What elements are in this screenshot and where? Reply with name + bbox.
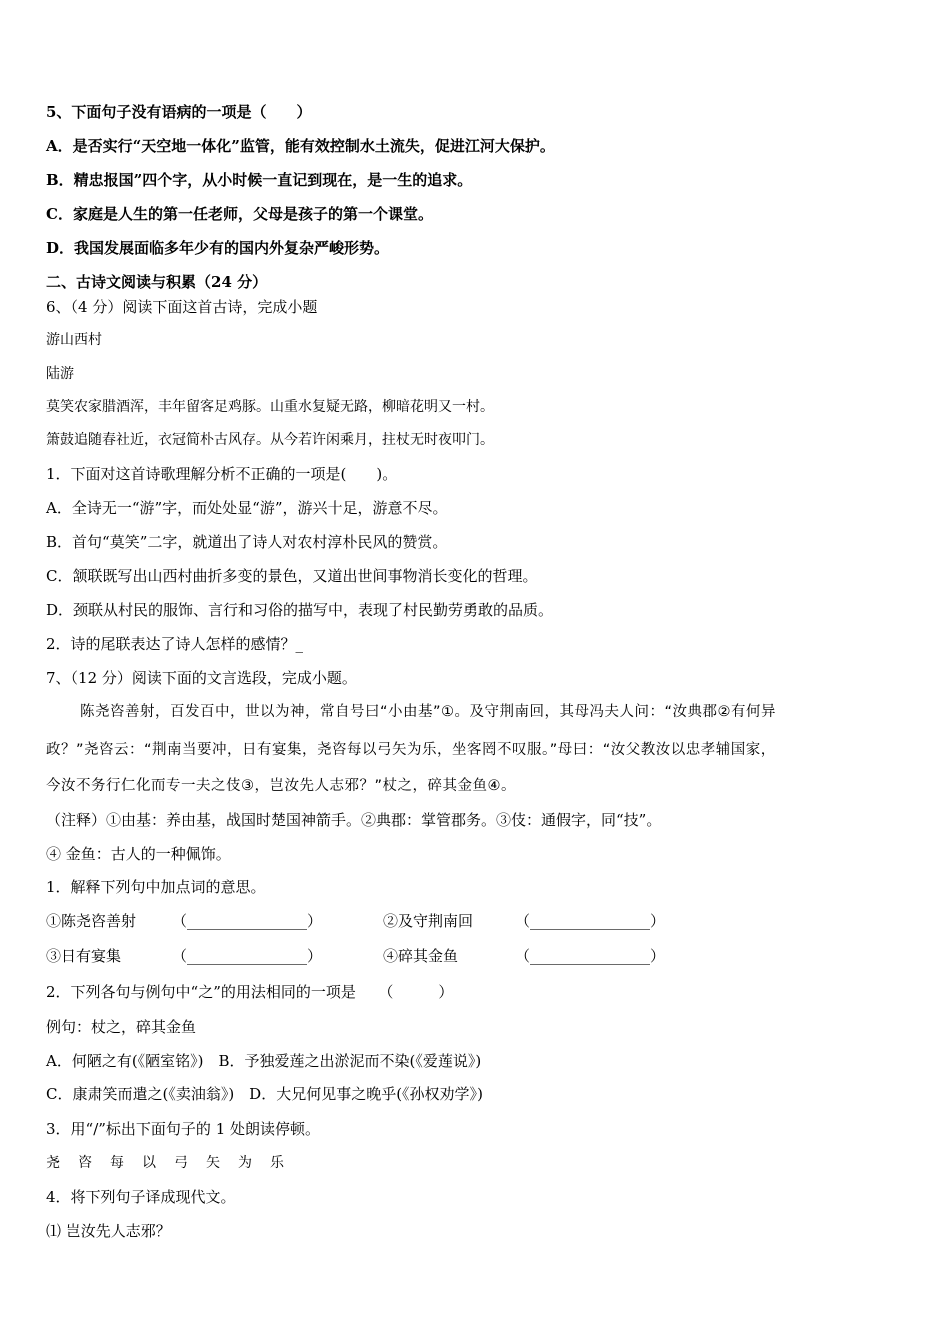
q7-sub2-options: A．何陋之有(《陋室铭》) B．予独爱莲之出淤泥而不染(《爱莲说》)	[46, 1052, 482, 1070]
q6-sub1-option-d: D．颈联从村民的服饰、言行和习俗的描写中，表现了村民勤劳勇敢的品质。	[46, 601, 554, 619]
section-heading: 二、古诗文阅读与积累（24 分）	[46, 273, 268, 291]
poem-author: 陆游	[46, 366, 74, 382]
q6-sub2: 2．诗的尾联表达了诗人怎样的感情？_	[46, 635, 304, 653]
explain-item-label: ④碎其金鱼	[383, 947, 459, 965]
example-sentence: 例句：杖之，碎其金鱼	[46, 1018, 197, 1036]
pause-sentence: 尧咨每以弓矢为乐	[46, 1155, 302, 1171]
q5-option-a: A．是否实行“天空地一体化”监管，能有效控制水土流失，促进江河大保护。	[46, 137, 555, 155]
answer-blank[interactable]: （________________）	[515, 912, 666, 930]
q5-option-c: C．家庭是人生的第一任老师，父母是孩子的第一个课堂。	[46, 205, 433, 223]
q7-title: 7、（12 分）阅读下面的文言选段，完成小题。	[46, 669, 357, 687]
q5-title: 5、下面句子没有语病的一项是（ ）	[46, 103, 312, 121]
answer-blank[interactable]: （________________）	[172, 912, 323, 930]
q7-sub3: 3．用“/”标出下面句子的 1 处朗读停顿。	[46, 1120, 321, 1138]
q7-sub2-options: C．康肃笑而遣之(《卖油翁》) D．大兄何见事之晚乎(《孙权劝学》)	[46, 1085, 483, 1103]
q6-sub1-option-b: B．首句“莫笑”二字，就道出了诗人对农村淳朴民风的赞赏。	[46, 533, 448, 551]
notes-line: ④ 金鱼：古人的一种佩饰。	[46, 845, 231, 863]
answer-blank[interactable]: （________________）	[515, 947, 666, 965]
q7-sub2: 2．下列各句与例句中“之”的用法相同的一项是 （ ）	[46, 983, 454, 1001]
q7-sub1: 1．解释下列句中加点词的意思。	[46, 878, 266, 896]
notes-line: （注释）①由基：养由基，战国时楚国神箭手。②典郡：掌管郡务。③伎：通假字，同“技”。	[46, 811, 662, 829]
explain-item-label: ②及守荆南回	[383, 912, 474, 930]
answer-blank[interactable]: （________________）	[172, 947, 323, 965]
explain-item-label: ③日有宴集	[46, 947, 122, 965]
q6-title: 6、（4 分）阅读下面这首古诗，完成小题	[46, 298, 318, 316]
q6-sub1-option-a: A．全诗无一“游”字，而处处显“游”，游兴十足，游意不尽。	[46, 499, 448, 517]
q5-option-b: B．精忠报国”四个字，从小时候一直记到现在，是一生的追求。	[46, 171, 473, 189]
passage-line: 政？”尧咨云：“荆南当要冲，日有宴集，尧咨每以弓矢为乐，坐客罔不叹服。”母曰：“汝父教汝以忠孝辅国家，	[46, 742, 776, 758]
passage-line: 今汝不务行仁化而专一夫之伎③，岂汝先人志邪？”杖之，碎其金鱼④。	[46, 778, 517, 794]
q6-sub1: 1．下面对这首诗歌理解分析不正确的一项是( )。	[46, 465, 398, 483]
q7-sub4: 4．将下列句子译成现代文。	[46, 1188, 236, 1206]
poem-line: 箫鼓追随春社近，衣冠简朴古风存。从今若许闲乘月，拄杖无时夜叩门。	[46, 432, 494, 448]
q5-option-d: D．我国发展面临多年少有的国内外复杂严峻形势。	[46, 239, 390, 257]
translate-item: ⑴ 岂汝先人志邪？	[46, 1222, 171, 1240]
q6-sub1-option-c: C．颔联既写出山西村曲折多变的景色，又道出世间事物消长变化的哲理。	[46, 567, 538, 585]
explain-item-label: ①陈尧咨善射	[46, 912, 137, 930]
poem-line: 莫笑农家腊酒浑，丰年留客足鸡豚。山重水复疑无路，柳暗花明又一村。	[46, 399, 494, 415]
poem-title: 游山西村	[46, 332, 102, 348]
passage-line: 陈尧咨善射，百发百中，世以为神，常自号曰“小由基”①。及守荆南回，其母冯夫人问：“汝典郡②有何异	[80, 704, 777, 720]
